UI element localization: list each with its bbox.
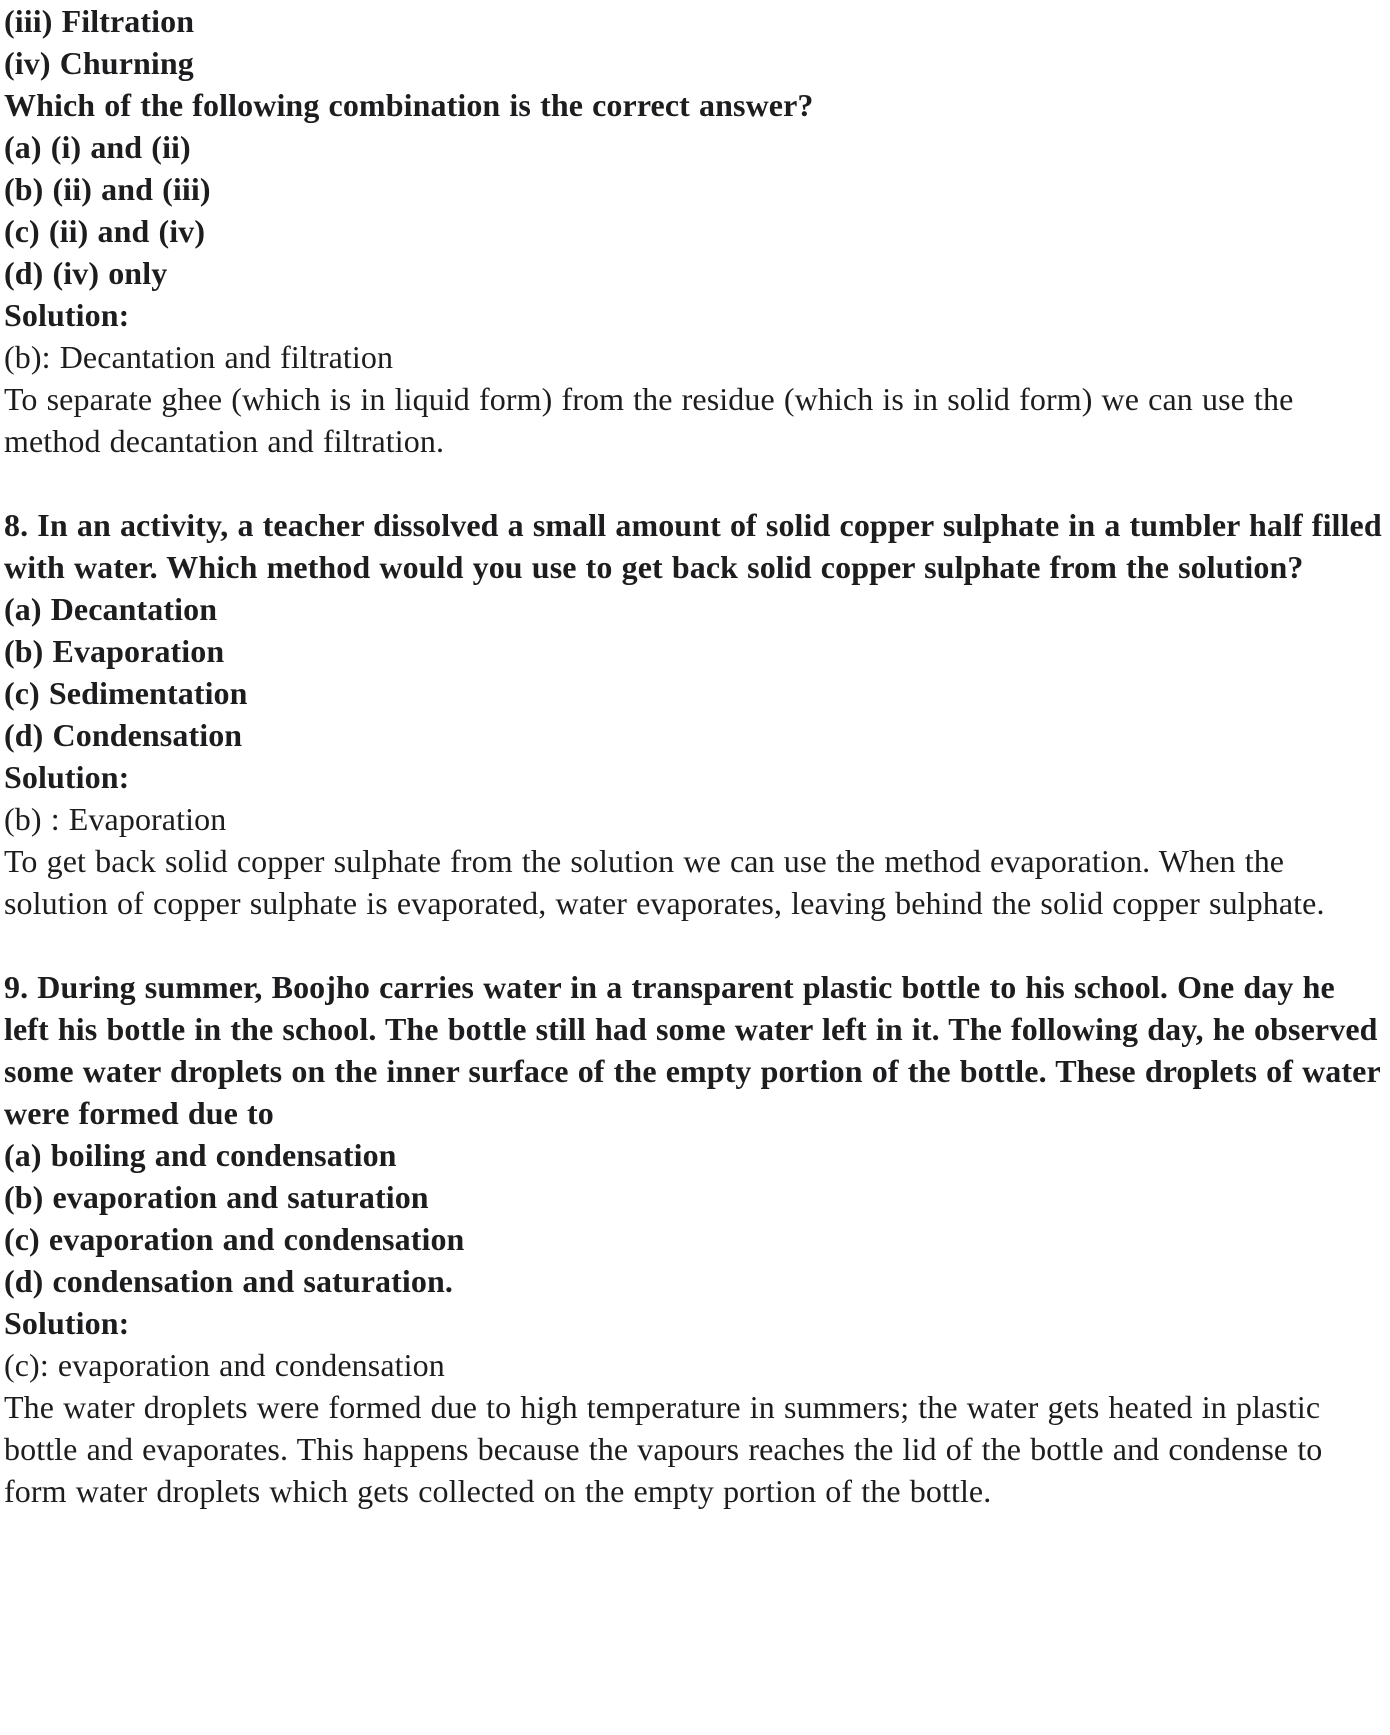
text-paragraph: (a) Decantation: [4, 591, 218, 627]
text-paragraph: Solution:: [4, 1305, 130, 1341]
text-paragraph: (a) (i) and (ii): [4, 129, 191, 165]
text-paragraph: (b) (ii) and (iii): [4, 171, 211, 207]
text-paragraph: (c) Sedimentation: [4, 675, 248, 711]
text-paragraph: (c) (ii) and (iv): [4, 213, 206, 249]
text-paragraph: The water droplets were formed due to high temperature in summers; the water gets heated in plastic bottle and evaporates. This happens because the vapours reaches the lid of the bottle and condense to form water droplets which gets collected on the empty portion of the bottle.: [4, 1389, 1323, 1509]
text-paragraph: (iii) Filtration: [4, 3, 195, 39]
text-paragraph: (d) Condensation: [4, 717, 243, 753]
text-paragraph: (b) Evaporation: [4, 633, 225, 669]
text-paragraph: (iv) Churning: [4, 45, 194, 81]
text-paragraph: To separate ghee (which is in liquid form) from the residue (which is in solid form) we can use the method decantation and filtration.: [4, 381, 1294, 459]
paragraph-gap: [4, 924, 1384, 966]
text-paragraph: (b) : Evaporation: [4, 801, 227, 837]
text-paragraph: (c) evaporation and condensation: [4, 1221, 465, 1257]
paragraph-gap: [4, 462, 1384, 504]
text-paragraph: (a) boiling and condensation: [4, 1137, 397, 1173]
document-body: [4, 0, 1384, 1512]
text-paragraph: Which of the following combination is the correct answer?: [4, 87, 814, 123]
text-paragraph: To get back solid copper sulphate from the solution we can use the method evaporation. When the solution of copper sulphate is evaporated, water evaporates, leaving behind the solid copper sulphate.: [4, 843, 1325, 921]
text-paragraph: 8. In an activity, a teacher dissolved a small amount of solid copper sulphate in a tumbler half filled with water. Which method would you use to get back solid copper sulphate from the solution?: [4, 507, 1382, 585]
text-paragraph: (b) evaporation and saturation: [4, 1179, 429, 1215]
text-paragraph: (c): evaporation and condensation: [4, 1347, 445, 1383]
text-paragraph: Solution:: [4, 297, 130, 333]
text-paragraph: 9. During summer, Boojho carries water in a transparent plastic bottle to his school. One day he left his bottle in the school. The bottle still had some water left in it. The following day, he observed some water droplets on the inner surface of the empty portion of the bottle. These droplets of water were formed due to: [4, 969, 1381, 1131]
text-paragraph: Solution:: [4, 759, 130, 795]
text-paragraph: (d) condensation and saturation.: [4, 1263, 453, 1299]
text-paragraph: (d) (iv) only: [4, 255, 168, 291]
text-paragraph: (b): Decantation and filtration: [4, 339, 394, 375]
